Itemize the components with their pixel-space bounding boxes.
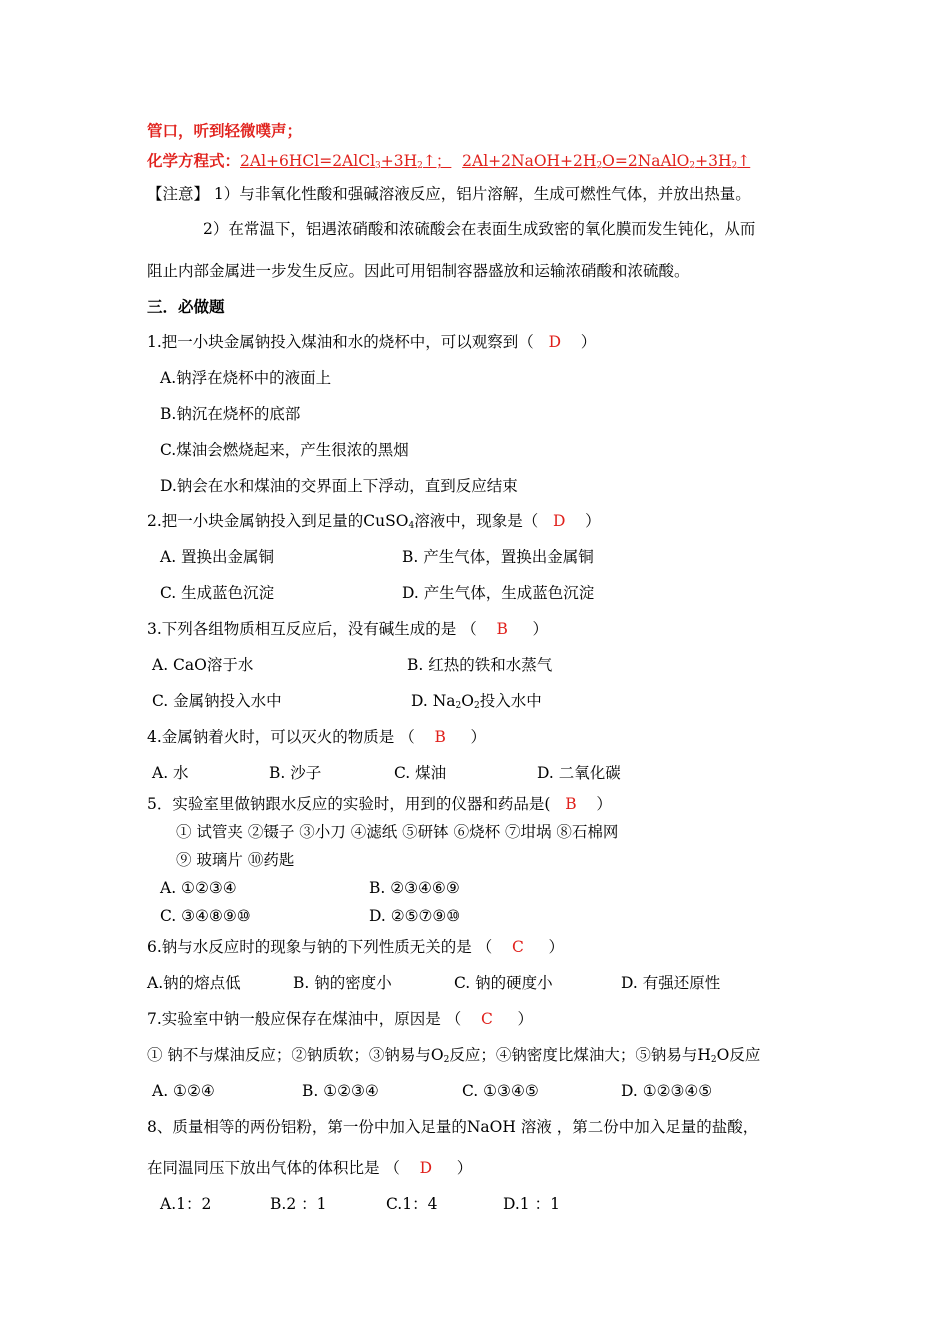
q5-option-b: B. ②③④⑥⑨ bbox=[369, 879, 460, 897]
equation-1: $2Al+6HCl=2AlCl_3+3H_2↑$； bbox=[240, 152, 452, 171]
intro-line: 管口，听到轻微噗声； bbox=[147, 121, 303, 140]
question-8-stem: 8、质量相等的两份铝粉，第一份中加入足量的NaOH 溶液 ，第二份中加入足量的盐酸， bbox=[147, 1118, 759, 1136]
answer-2: D bbox=[553, 512, 566, 530]
q8-option-d: D.1 ：1 bbox=[503, 1195, 560, 1213]
q6-option-d: D. 有强还原性 bbox=[621, 974, 721, 992]
equation-line bbox=[147, 151, 750, 171]
q4-option-c: C. 煤油 bbox=[394, 764, 447, 782]
note-3: 阻止内部金属进一步发生反应。因此可用铝制容器盛放和运输浓硝酸和浓硫酸。 bbox=[147, 262, 690, 280]
q5-option-d: D. ②⑤⑦⑨⑩ bbox=[369, 907, 461, 925]
q2-option-c: C. 生成蓝色沉淀 bbox=[160, 584, 275, 602]
q4-option-b: B. 沙子 bbox=[269, 764, 322, 782]
q3-option-c: C. 金属钠投入水中 bbox=[152, 692, 282, 710]
question-1-stem: 1.把一小块金属钠投入煤油和水的烧杯中，可以观察到（ D ） bbox=[147, 333, 597, 351]
q2-option-d: D. 产生气体，生成蓝色沉淀 bbox=[402, 584, 595, 602]
q5-items-line-2: ⑨ 玻璃片 ⑩药匙 bbox=[176, 851, 295, 869]
q1-option-d: D.钠会在水和煤油的交界面上下浮动，直到反应结束 bbox=[160, 477, 518, 495]
q7-option-a: A. ①②④ bbox=[152, 1082, 215, 1100]
question-8-stem-2: 在同温同压下放出气体的体积比是 （ D ） bbox=[147, 1159, 473, 1177]
q5-items-line-1: ① 试管夹 ②镊子 ③小刀 ④滤纸 ⑤研钵 ⑥烧杯 ⑦坩埚 ⑧石棉网 bbox=[176, 823, 619, 841]
q6-option-c: C. 钠的硬度小 bbox=[454, 974, 553, 992]
q2-option-a: A. 置换出金属铜 bbox=[160, 548, 275, 566]
q1-option-b: B.钠沉在烧杯的底部 bbox=[160, 405, 301, 423]
question-5-stem: 5．实验室里做钠跟水反应的实验时，用到的仪器和药品是( B ） bbox=[147, 795, 612, 813]
q3-option-b: B. 红热的铁和水蒸气 bbox=[407, 656, 553, 674]
q5-option-a: A. ①②③④ bbox=[160, 879, 237, 897]
question-2-stem: 2.把一小块金属钠投入到足量的CuSO$_4$溶液中，现象是（ D ） bbox=[147, 512, 601, 531]
answer-4: B bbox=[434, 728, 446, 746]
q4-option-a: A. 水 bbox=[152, 764, 189, 782]
q6-option-a: A.钠的熔点低 bbox=[147, 974, 241, 992]
answer-7: C bbox=[480, 1010, 493, 1028]
q4-option-d: D. 二氧化碳 bbox=[537, 764, 621, 782]
equation-2: $2Al+2NaOH+2H_2O=2NaAlO_2+3H_2↑$ bbox=[462, 152, 751, 171]
q1-option-a: A.钠浮在烧杯中的液面上 bbox=[160, 369, 332, 387]
question-4-stem: 4.金属钠着火时，可以灭火的物质是 （ B ） bbox=[147, 728, 486, 746]
q6-option-b: B. 钠的密度小 bbox=[293, 974, 392, 992]
q8-option-b: B.2 ：1 bbox=[270, 1195, 327, 1213]
question-3-stem: 3.下列各组物质相互反应后，没有碱生成的是 （ B ） bbox=[147, 620, 548, 638]
answer-1: D bbox=[548, 333, 562, 351]
note-2: 2）在常温下，铝遇浓硝酸和浓硫酸会在表面生成致密的氧化膜而发生钝化，从而 bbox=[203, 220, 756, 238]
q7-reasons: ① 钠不与煤油反应；②钠质软；③钠易与$O_2$反应；④钠密度比煤油大；⑤钠易与$H_2O$反应 bbox=[147, 1046, 761, 1065]
q8-option-a: A.1：2 bbox=[160, 1195, 212, 1213]
q3-option-d: D. $Na_2O_2$投入水中 bbox=[411, 692, 542, 711]
answer-5: B bbox=[565, 795, 577, 813]
question-6-stem: 6.钠与水反应时的现象与钠的下列性质无关的是 （ C ） bbox=[147, 938, 564, 956]
answer-6: C bbox=[511, 938, 524, 956]
note-1: 【注意】 1）与非氧化性酸和强碱溶液反应，铝片溶解，生成可燃性气体，并放出热量。 bbox=[147, 185, 751, 203]
q5-option-c: C. ③④⑧⑨⑩ bbox=[160, 907, 251, 925]
q8-option-c: C.1：4 bbox=[386, 1195, 438, 1213]
q7-option-d: D. ①②③④⑤ bbox=[621, 1082, 713, 1100]
q1-option-c: C.煤油会燃烧起来，产生很浓的黑烟 bbox=[160, 441, 409, 459]
question-7-stem: 7.实验室中钠一般应保存在煤油中，原因是 （ C ） bbox=[147, 1010, 533, 1028]
q3-option-a: A. CaO溶于水 bbox=[152, 656, 254, 674]
answer-8: D bbox=[419, 1159, 433, 1177]
section-title: 三．必做题 bbox=[147, 297, 225, 316]
q2-option-b: B. 产生气体，置换出金属铜 bbox=[402, 548, 594, 566]
answer-3: B bbox=[496, 620, 508, 638]
q7-option-b: B. ①②③④ bbox=[302, 1082, 379, 1100]
q7-option-c: C. ①③④⑤ bbox=[462, 1082, 539, 1100]
equation-label: 化学方程式： bbox=[147, 151, 241, 170]
